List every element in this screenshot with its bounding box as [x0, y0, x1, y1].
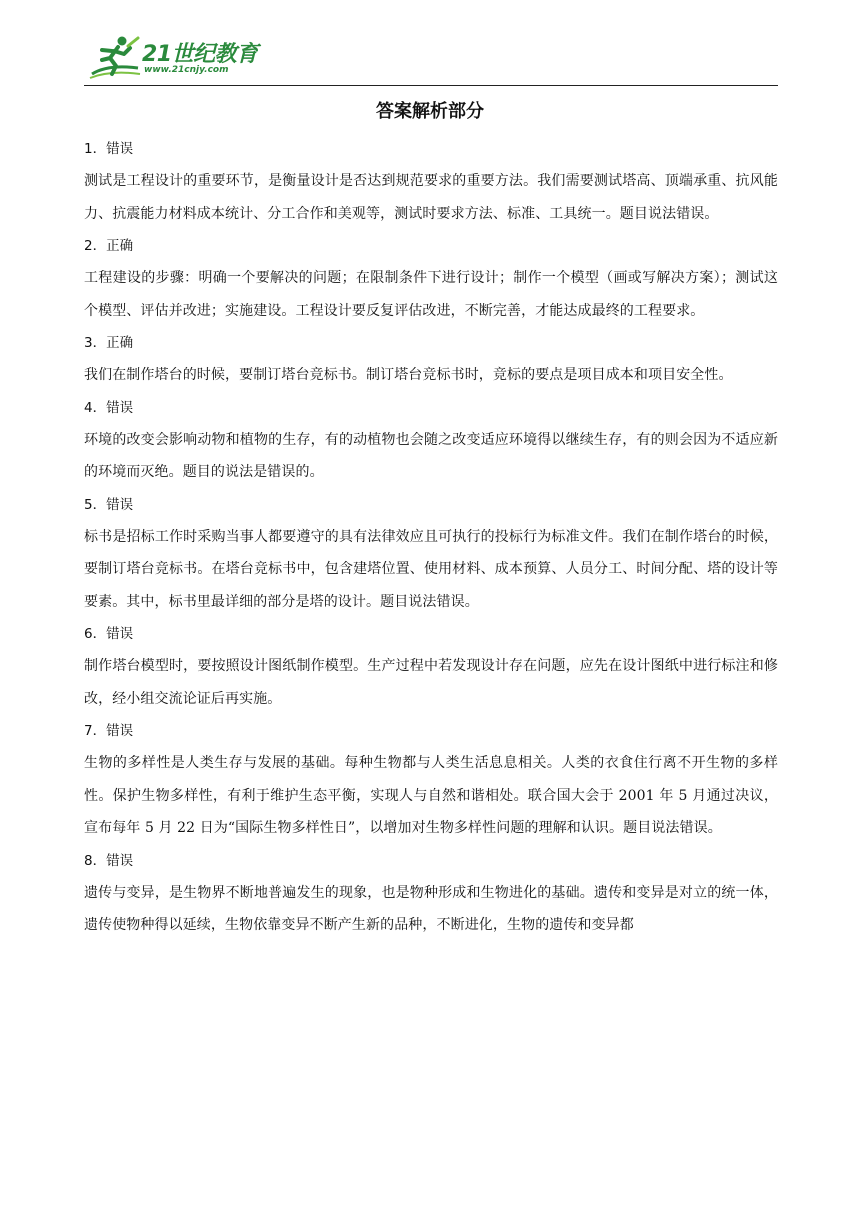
answer-explanation: 我们在制作塔台的时候，要制订塔台竞标书。制订塔台竞标书时，竞标的要点是项目成本和项目安全性。: [84, 367, 733, 383]
answer-explanation: 制作塔台模型时，要按照设计图纸制作模型。生产过程中若发现设计存在问题，应先在设计图纸中进行标注和修改，经小组交流论证后再实施。: [84, 658, 778, 707]
answer-item: [84, 234, 778, 327]
runner-logo-icon: [88, 34, 142, 80]
answer-explanation: 工程建设的步骤：明确一个要解决的问题；在限制条件下进行设计；制作一个模型（画或写解决方案）；测试这个模型、评估并改进；实施建设。工程设计要反复评估改进，不断完善，才能达成最终的工程要求。: [84, 270, 778, 319]
page-header: [84, 30, 778, 86]
answer-list: [84, 137, 778, 946]
answer-heading: 2．正确: [84, 238, 134, 254]
logo-wordmark: 21世纪教育: [142, 42, 258, 67]
header-divider: [84, 85, 778, 86]
page-title: 答案解析部分: [376, 101, 484, 122]
answer-item: [84, 396, 778, 489]
answer-heading: 5．错误: [84, 496, 134, 513]
answer-explanation: 标书是招标工作时采购当事人都要遵守的具有法律效应且可执行的投标行为标准文件。我们在制作塔台的时候，要制订塔台竞标书。在塔台竞标书中，包含建塔位置、使用材料、成本预算、人员分工、时间分配、塔的设计等要素。其中，标书里最详细的部分是塔的设计。题目说法错误。: [84, 528, 778, 610]
answer-item: [84, 331, 778, 392]
answer-item: [84, 493, 778, 619]
answer-heading: 1．错误: [84, 141, 134, 157]
answer-explanation: 遗传与变异，是生物界不断地普遍发生的现象，也是物种形成和生物进化的基础。遗传和变异是对立的统一体，遗传使物种得以延续，生物依靠变异不断产生新的品种，不断进化，生物的遗传和变异都: [84, 884, 778, 933]
answer-heading: 6．错误: [84, 626, 134, 642]
answer-explanation: 环境的改变会影响动物和植物的生存，有的动植物也会随之改变适应环境得以继续生存，有的则会因为不适应新的环境而灭绝。题目的说法是错误的。: [84, 431, 778, 480]
answer-heading: 8．错误: [84, 852, 134, 869]
answer-heading: 3．正确: [84, 335, 134, 351]
answer-heading: 7．错误: [84, 723, 134, 739]
answer-heading: 4．错误: [84, 399, 134, 416]
answer-explanation: 生物的多样性是人类生存与发展的基础。每种生物都与人类生活息息相关。人类的衣食住行离不开生物的多样性。保护生物多样性，有利于维护生态平衡，实现人与自然和谐相处。联合国大会于 2001 年 5 月通过决议，宣布每年 5 月 22 日为“国际生物多样性日”，以增加对生物多样性问题的理解和认识。题目说法错误。: [84, 755, 778, 836]
answer-item: [84, 622, 778, 715]
answer-item: [84, 137, 778, 230]
brand-logo: [88, 34, 288, 80]
logo-url: www.21cnjy.com: [144, 65, 229, 75]
answer-item: [84, 719, 778, 845]
answer-explanation: 测试是工程设计的重要环节，是衡量设计是否达到规范要求的重要方法。我们需要测试塔高、顶端承重、抗风能力、抗震能力材料成本统计、分工合作和美观等，测试时要求方法、标准、工具统一。题目说法错误。: [84, 173, 778, 222]
answer-item: [84, 849, 778, 942]
